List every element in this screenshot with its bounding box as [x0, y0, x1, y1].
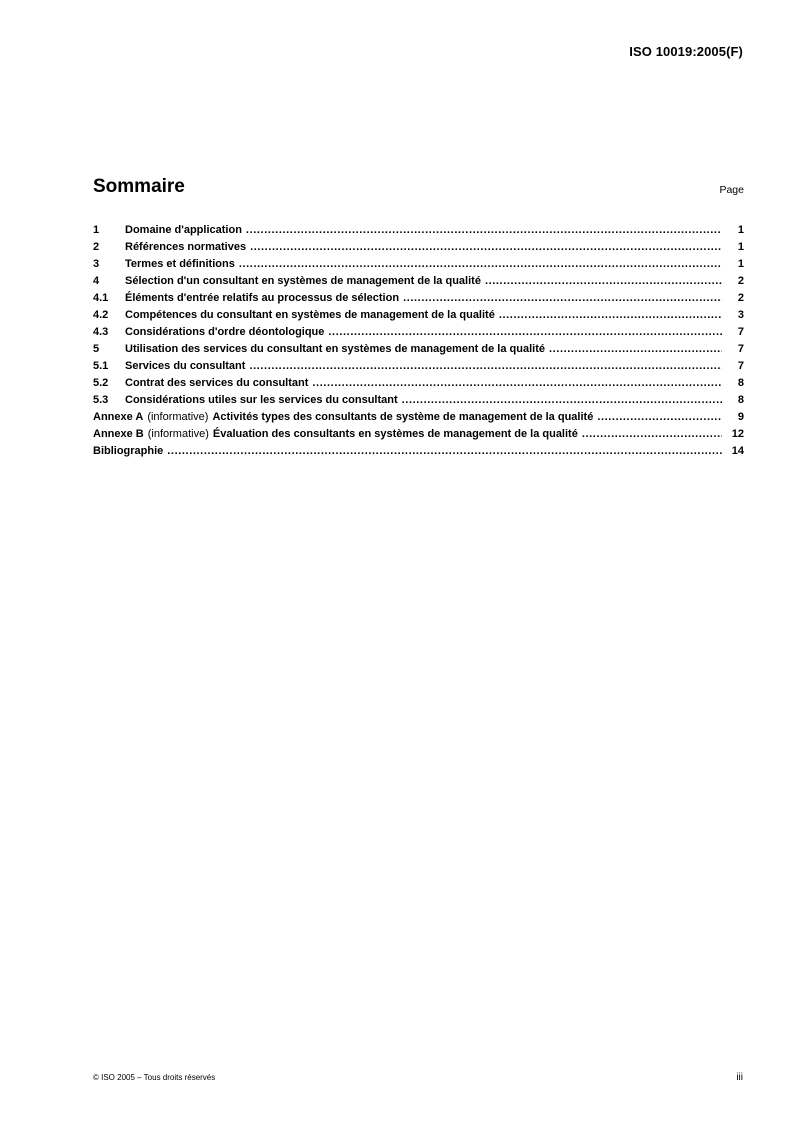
toc-entry-5-2[interactable]	[93, 374, 744, 391]
toc-entry-title: Sélection d'un consultant en systèmes de management de la qualité	[125, 275, 481, 287]
toc-entry-page: 2	[737, 292, 744, 304]
toc-dot-leader	[328, 323, 722, 335]
toc-dot-leader	[499, 306, 722, 318]
toc-entry-4-1[interactable]	[93, 289, 744, 306]
toc-entry-4[interactable]	[93, 272, 744, 289]
toc-entry-title: Considérations d'ordre déontologique	[125, 326, 325, 338]
toc-entry-title: Éléments d'entrée relatifs au processus de sélection	[125, 292, 400, 304]
toc-entry-title: Contrat des services du consultant	[125, 377, 309, 389]
toc-entry-page: 1	[737, 224, 744, 236]
toc-dot-leader	[312, 374, 722, 386]
page-number: iii	[736, 1072, 743, 1083]
toc-entry-page: 7	[737, 343, 744, 355]
toc-entry-5[interactable]	[93, 340, 744, 357]
toc-entry-title: Références normatives	[125, 241, 247, 253]
toc-entry-page: 8	[737, 394, 744, 406]
toc-entry-3[interactable]	[93, 255, 744, 272]
toc-entry-2[interactable]	[93, 238, 744, 255]
toc-entry-number: 5.2	[93, 377, 109, 389]
toc-dot-leader	[239, 255, 722, 267]
table-of-contents	[93, 221, 744, 459]
toc-entry-page: 7	[737, 326, 744, 338]
toc-dot-leader	[549, 340, 722, 352]
toc-header	[93, 176, 744, 206]
toc-entry-1[interactable]	[93, 221, 744, 238]
toc-entry-number: 5	[93, 343, 100, 355]
toc-entry-title: Évaluation des consultants en systèmes de management de la qualité	[212, 428, 578, 440]
toc-entry-page: 12	[731, 428, 744, 440]
toc-entry-number: Annexe A	[93, 411, 144, 423]
toc-entry-annex-a[interactable]	[93, 408, 744, 425]
toc-dot-leader	[246, 221, 722, 233]
toc-entry-number: 4.3	[93, 326, 109, 338]
toc-entry-number: 5.1	[93, 360, 109, 372]
toc-entry-5-3[interactable]	[93, 391, 744, 408]
toc-entry-page: 7	[737, 360, 744, 372]
toc-entry-number: 4.1	[93, 292, 109, 304]
toc-entry-title: Termes et définitions	[125, 258, 235, 270]
toc-entry-4-2[interactable]	[93, 306, 744, 323]
page-title: Sommaire	[93, 176, 185, 197]
toc-page-column-label: Page	[719, 184, 744, 196]
toc-entry-number: 2	[93, 241, 100, 253]
toc-entry-page: 1	[737, 241, 744, 253]
toc-entry-number: Annexe B	[93, 428, 144, 440]
toc-entry-bibliography[interactable]	[93, 442, 744, 459]
toc-entry-4-3[interactable]	[93, 323, 744, 340]
toc-dot-leader	[249, 357, 722, 369]
toc-entry-title: Activités types des consultants de système de management de la qualité	[212, 411, 594, 423]
toc-entry-annex-b[interactable]	[93, 425, 744, 442]
toc-entry-page: 3	[737, 309, 744, 321]
toc-entry-title: Domaine d'application	[125, 224, 242, 236]
toc-entry-page: 1	[737, 258, 744, 270]
toc-entry-number: 5.3	[93, 394, 109, 406]
toc-entry-5-1[interactable]	[93, 357, 744, 374]
toc-entry-title: Utilisation des services du consultant en systèmes de management de la qualité	[125, 343, 545, 355]
document-id: ISO 10019:2005(F)	[629, 44, 743, 59]
toc-dot-leader	[597, 408, 722, 420]
toc-entry-number: 3	[93, 258, 100, 270]
toc-dot-leader	[582, 425, 722, 437]
toc-entry-page: 9	[737, 411, 744, 423]
toc-entry-number: 4.2	[93, 309, 109, 321]
copyright-notice: © ISO 2005 – Tous droits réservés	[93, 1073, 216, 1082]
toc-entry-title: Considérations utiles sur les services du consultant	[125, 394, 398, 406]
toc-annex-type: (informative)	[147, 428, 209, 440]
toc-entry-title: Services du consultant	[125, 360, 246, 372]
toc-entry-number: 4	[93, 275, 100, 287]
toc-dot-leader	[403, 289, 722, 301]
toc-entry-title: Compétences du consultant en systèmes de management de la qualité	[125, 309, 495, 321]
toc-annex-type: (informative)	[147, 411, 209, 423]
toc-entry-number: 1	[93, 224, 100, 236]
toc-dot-leader	[402, 391, 722, 403]
toc-dot-leader	[250, 238, 722, 250]
toc-dot-leader	[485, 272, 722, 284]
toc-dot-leader	[167, 442, 722, 454]
toc-entry-page: 2	[737, 275, 744, 287]
toc-entry-page: 14	[731, 445, 744, 457]
toc-entry-title: Bibliographie	[93, 445, 164, 457]
toc-entry-page: 8	[737, 377, 744, 389]
